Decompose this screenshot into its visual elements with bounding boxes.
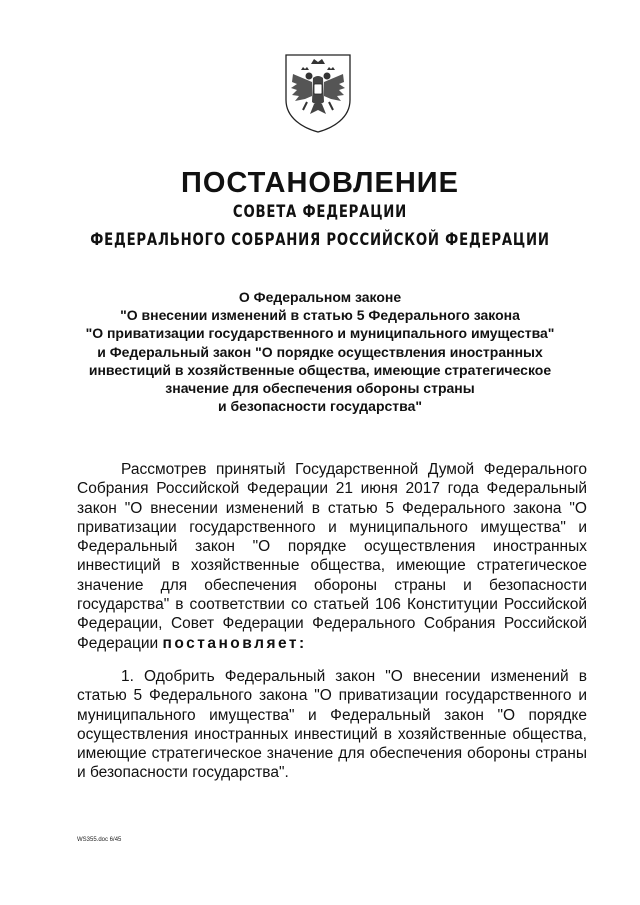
document-type-title: ПОСТАНОВЛЕНИЕ bbox=[181, 167, 459, 199]
issuer-line-2: ФЕДЕРАЛЬНОГО СОБРАНИЯ РОССИЙСКОЙ ФЕДЕРАЦИИ bbox=[90, 230, 550, 250]
file-reference: WS355.doc 6/45 bbox=[77, 837, 122, 843]
subject-line: инвестиций в хозяйственные общества, имеющие стратегическое bbox=[88, 361, 552, 378]
resolution-item-1: 1. Одобрить Федеральный закон "О внесении изменений в статью 5 Федерального закона "О приватизации государственного и муниципального имущества" и Федеральный закон "О порядке осуществления иностранных инвестиций в хозяйственные общества, имеющие стратегическое значение для обеспечения обороны страны и безопасности государства". bbox=[77, 668, 587, 782]
subject-line: и Федеральный закон "О порядке осуществления иностранных bbox=[97, 343, 543, 360]
issuer-line-1: СОВЕТА ФЕДЕРАЦИИ bbox=[232, 202, 408, 222]
preamble-text: Рассмотрев принятый Государственной Думой Федерального Собрания Российской Федерации 21 июня 2017 года Федеральный закон "О внесении изменений в статью 5 Федерального закона "О приватизации государственного и муниципального имущества" и Федеральный закон "О порядке осуществления иностранных инвестиций в хозяйственные общества, имеющие стратегическое значение для обеспечения обороны страны и безопасности государства" в соответствии со статьей 106 Конституции Российской Федерации, Совет Федерации Федерального Собрания Российской Федерации bbox=[77, 461, 587, 652]
subject-line: и безопасности государства" bbox=[217, 398, 423, 415]
subject-line: значение для обеспечения обороны страны bbox=[165, 380, 475, 397]
subject-line: "О внесении изменений в статью 5 Федерального закона bbox=[120, 307, 520, 324]
coat-of-arms-icon bbox=[283, 52, 353, 134]
preamble-paragraph bbox=[77, 460, 587, 653]
operative-verb: постановляет: bbox=[162, 634, 307, 652]
subject-line: О Федеральном законе bbox=[238, 289, 402, 305]
document-subject bbox=[60, 288, 580, 415]
subject-line: "О приватизации государственного и муниципального имущества" bbox=[85, 325, 555, 342]
